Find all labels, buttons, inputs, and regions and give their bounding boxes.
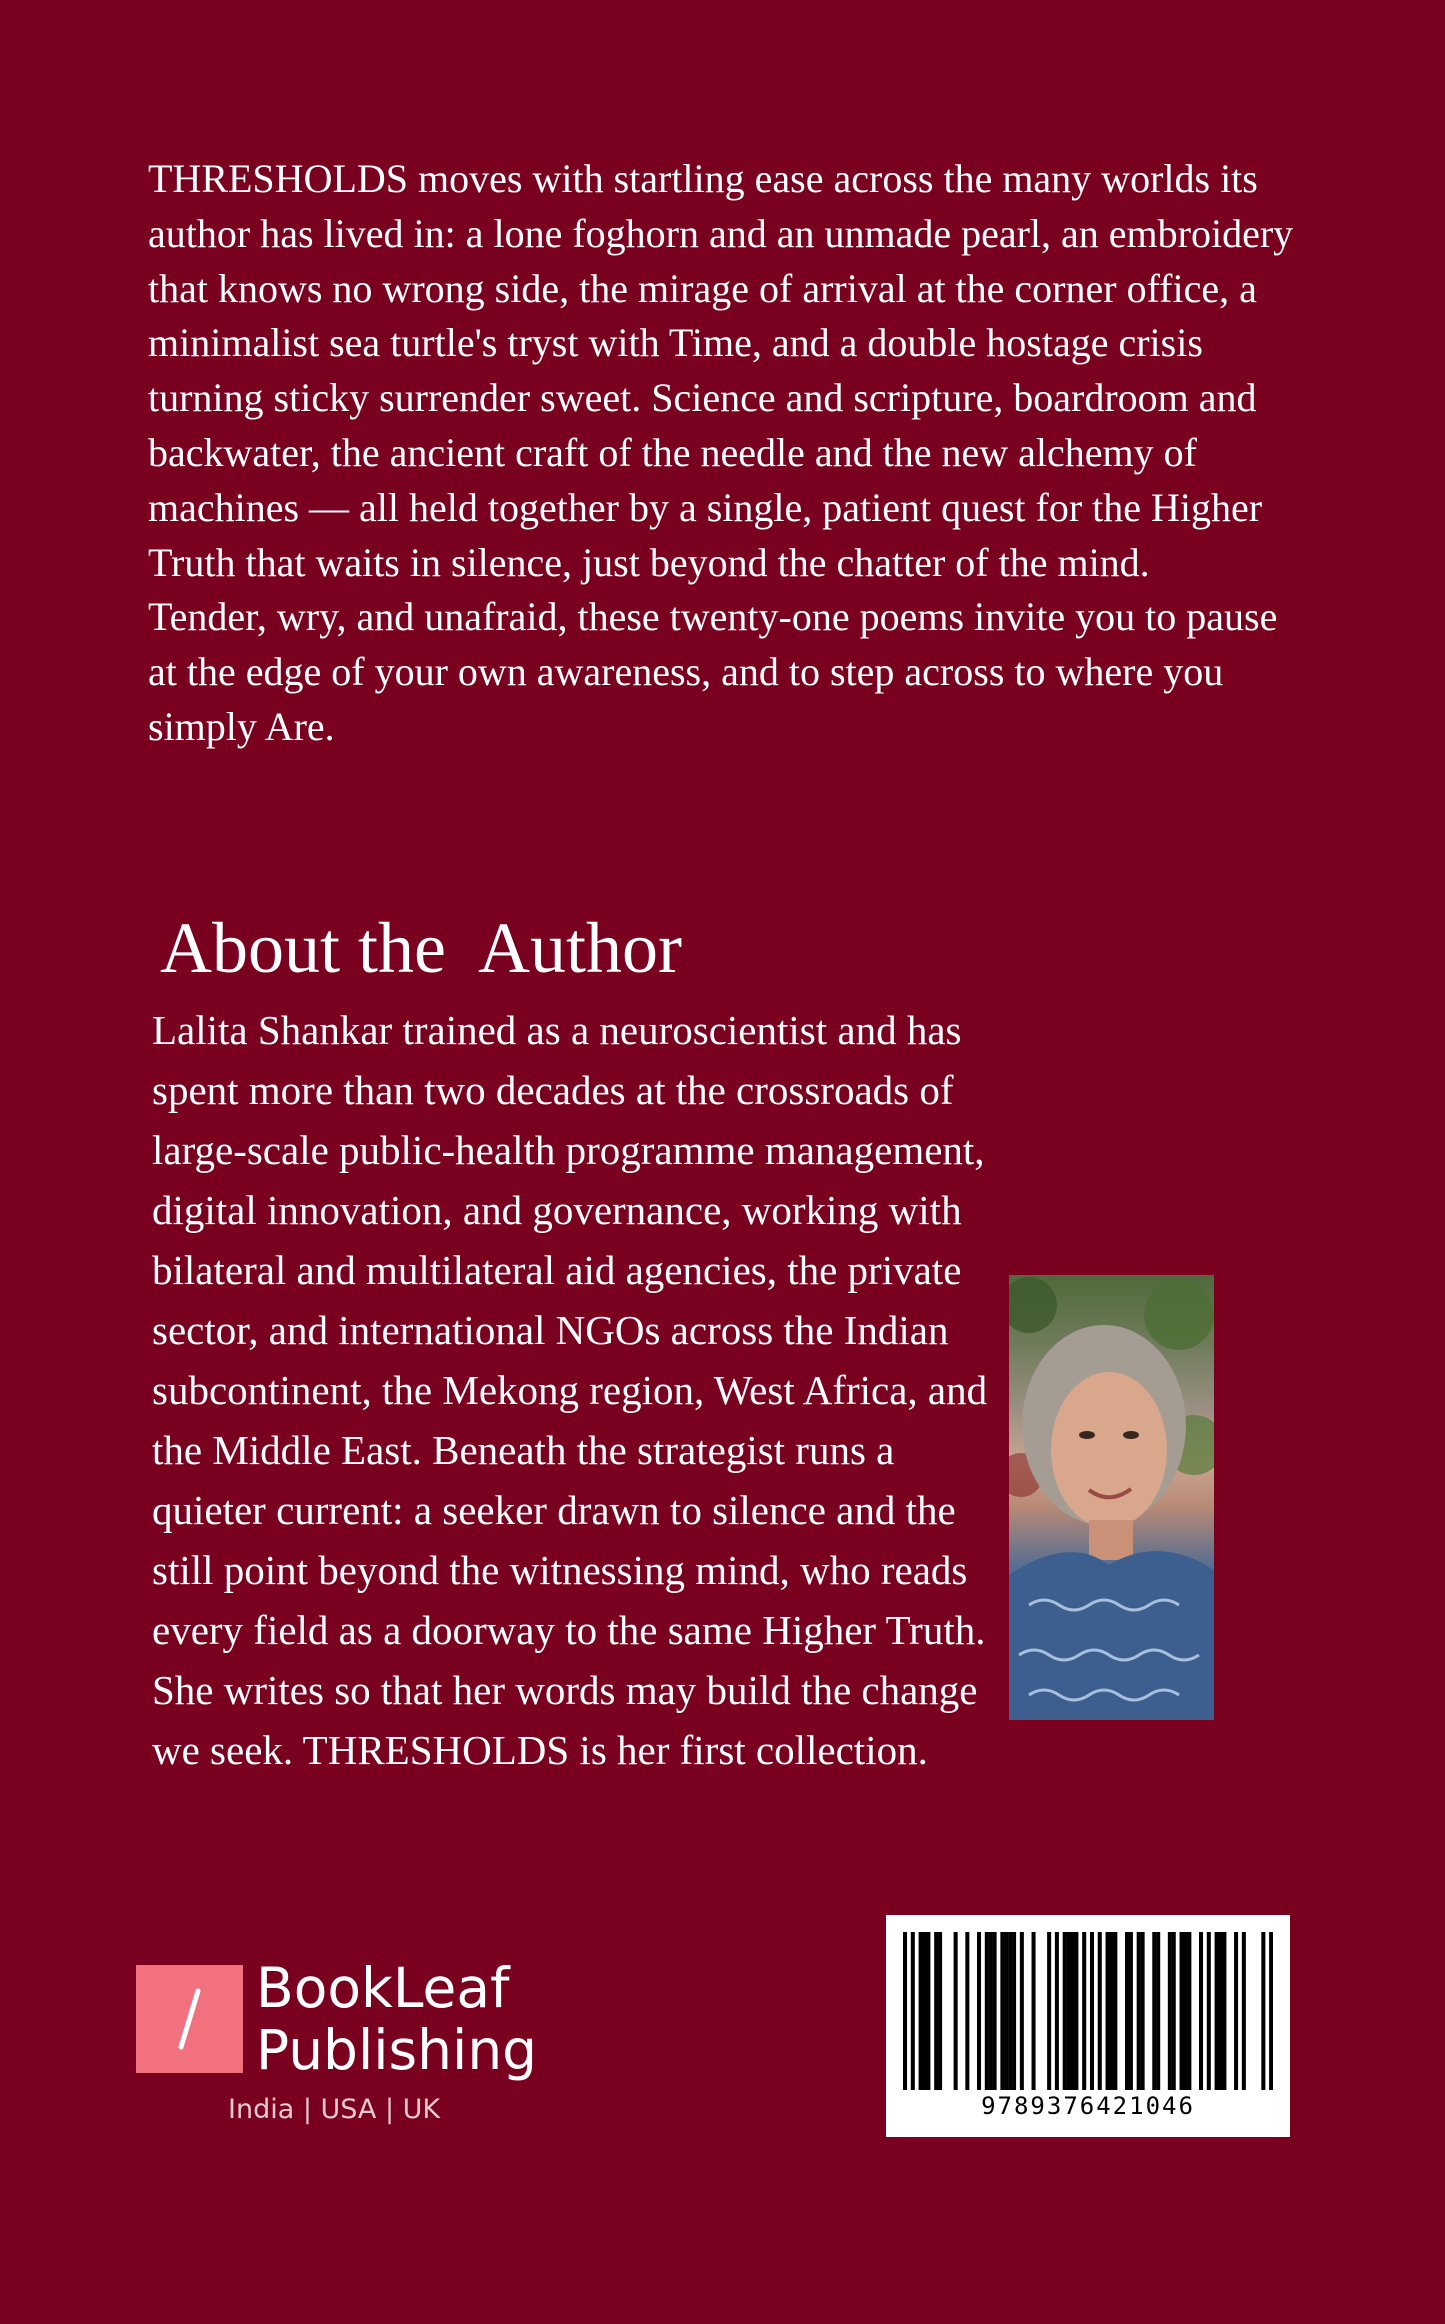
blurb-paragraph-2: Tender, wry, and unafraid, these twenty-one poems invite you to pause at the edge of your own awareness, and to step across to where you simply Are. bbox=[148, 594, 1278, 749]
barcode-bar bbox=[1141, 1932, 1145, 2090]
barcode-bar bbox=[1261, 1932, 1265, 2090]
barcode-bar bbox=[1032, 1932, 1036, 2090]
barcode-bar bbox=[977, 1932, 981, 2090]
barcode-bar bbox=[903, 1932, 907, 2090]
barcode-bar bbox=[919, 1932, 923, 2090]
barcode-bar bbox=[954, 1932, 958, 2090]
barcode-bar bbox=[1222, 1932, 1226, 2090]
publisher-name-line-2: Publishing bbox=[256, 2018, 538, 2082]
barcode-bar bbox=[993, 1932, 997, 2090]
barcode-bar bbox=[1082, 1932, 1086, 2090]
barcode-bar bbox=[1152, 1932, 1156, 2090]
barcode-bar bbox=[1199, 1932, 1203, 2090]
barcode-bar bbox=[911, 1932, 915, 2090]
barcode-bar bbox=[1234, 1932, 1238, 2090]
barcode-bar bbox=[1000, 1932, 1004, 2090]
barcode-bar bbox=[1098, 1932, 1102, 2090]
publisher-name-line-1: BookLeaf bbox=[256, 1956, 510, 2020]
barcode-bar bbox=[926, 1932, 930, 2090]
barcode-bar bbox=[1180, 1932, 1184, 2090]
barcode-bar bbox=[965, 1932, 969, 2090]
barcode-bar bbox=[1168, 1932, 1172, 2090]
author-photo bbox=[1009, 1275, 1214, 1720]
barcode-bar bbox=[989, 1932, 993, 2090]
barcode-bar bbox=[938, 1932, 942, 2090]
about-author-heading: About the Author bbox=[160, 908, 682, 988]
barcode-bars bbox=[903, 1932, 1273, 2090]
barcode-bar bbox=[1187, 1932, 1191, 2090]
barcode-bar bbox=[1215, 1932, 1219, 2090]
slash-icon bbox=[136, 1965, 243, 2073]
barcode-bar bbox=[1129, 1932, 1133, 2090]
isbn-number: 9789376421046 bbox=[981, 2092, 1195, 2120]
barcode-bar bbox=[1156, 1932, 1160, 2090]
publisher-tagline: India | USA | UK bbox=[228, 2094, 441, 2125]
blurb-paragraph-1: THRESHOLDS moves with startling ease across the many worlds its author has lived in: a lone foghorn and an unmade pearl, an embroidery that knows no wrong side, the mirage of arrival at the corner office, a minimalist sea turtle's tryst with Time, and a double hostage crisis turning sticky surrender sweet. Science and scripture, boardroom and backwater, the ancient craft of the needle and the new alchemy of machines — all held together by a single, patient quest for the Higher Truth that waits in silence, just beyond the chatter of the mind. bbox=[148, 156, 1294, 585]
barcode-bar bbox=[985, 1932, 989, 2090]
barcode-bar bbox=[1063, 1932, 1067, 2090]
barcode-bar bbox=[1012, 1932, 1016, 2090]
barcode-bar bbox=[1008, 1932, 1012, 2090]
barcode-bar bbox=[1172, 1932, 1176, 2090]
barcode-bar bbox=[1207, 1932, 1211, 2090]
barcode-bar bbox=[1137, 1932, 1141, 2090]
barcode-bar bbox=[1269, 1932, 1273, 2090]
barcode-bar bbox=[1047, 1932, 1051, 2090]
barcode-bar bbox=[922, 1932, 926, 2090]
barcode-bar bbox=[1090, 1932, 1094, 2090]
barcode-bar bbox=[1106, 1932, 1110, 2090]
isbn-barcode bbox=[886, 1915, 1290, 2137]
barcode-bar bbox=[1067, 1932, 1071, 2090]
barcode-bar bbox=[1183, 1932, 1187, 2090]
barcode-bar bbox=[1242, 1932, 1246, 2090]
barcode-bar bbox=[1020, 1932, 1024, 2090]
about-author-text: Lalita Shankar trained as a neuroscientist and has spent more than two decades at the crossroads of large-scale public-health programme management, digital innovation, and governance, working with bilateral and multilateral aid agencies, the private sector, and international NGOs across the Indian subcontinent, the Mekong region, West Africa, and the Middle East. Beneath the strategist runs a quieter current: a seeker drawn to silence and the still point beyond the witnessing mind, who reads every field as a doorway to the same Higher Truth. She writes so that her words may build the change we seek. THRESHOLDS is her first collection. bbox=[152, 1007, 988, 1773]
barcode-bar bbox=[1070, 1932, 1074, 2090]
barcode-bar bbox=[1109, 1932, 1113, 2090]
barcode-bar bbox=[934, 1932, 938, 2090]
back-cover-blurb bbox=[148, 152, 1308, 755]
bookleaf-logo-mark bbox=[136, 1965, 243, 2073]
barcode-bar bbox=[1074, 1932, 1078, 2090]
barcode-bar bbox=[1113, 1932, 1117, 2090]
barcode-bar bbox=[1218, 1932, 1222, 2090]
barcode-bar bbox=[1055, 1932, 1059, 2090]
barcode-bar bbox=[1125, 1932, 1129, 2090]
barcode-bar bbox=[1004, 1932, 1008, 2090]
